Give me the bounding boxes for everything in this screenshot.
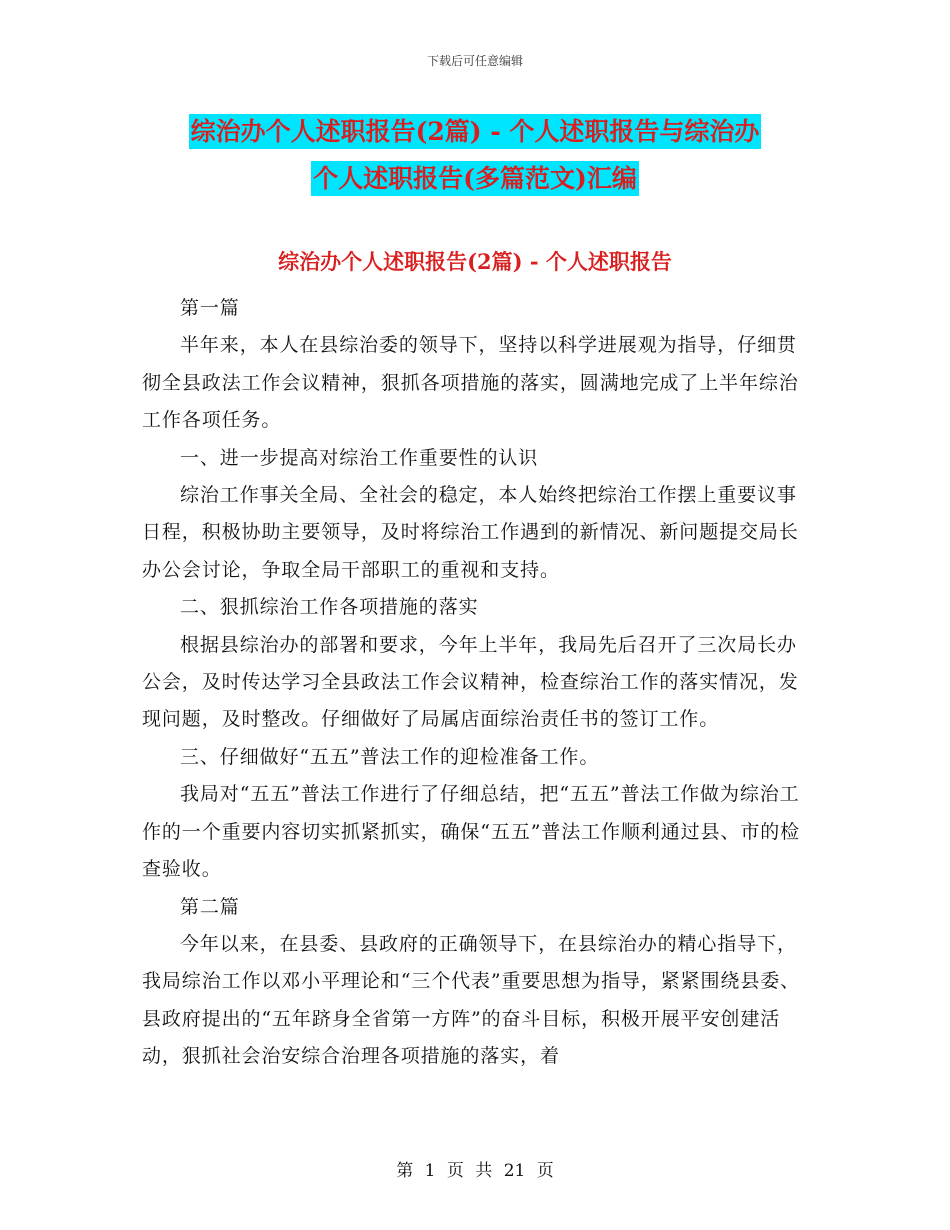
section-title: 综治办个人述职报告(2篇) - 个人述职报告: [278, 249, 672, 274]
paragraph: 我局对“五五”普法工作进行了仔细总结，把“五五”普法工作做为综治工作的一个重要内容切实抓紧抓实，确保“五五”普法工作顺利通过县、市的检查验收。: [142, 783, 801, 881]
title-line-1: 综治办个人述职报告(2篇) - 个人述职报告与综治办: [189, 114, 762, 149]
page-footer: 第 1 页 共 21 页: [396, 1161, 554, 1181]
paragraph: 综治工作事关全局、全社会的稳定，本人始终把综治工作摆上重要议事日程，积极协助主要领导，及时将综治工作遇到的新情况、新问题提交局长办公会讨论，争取全局干部职工的重视和支持。: [142, 484, 799, 581]
document-title: [100, 108, 850, 202]
paragraph-heading-part-1: 第一篇: [180, 297, 240, 319]
paragraph-heading-part-2: 第二篇: [180, 895, 240, 918]
body-text: [142, 290, 802, 1076]
paragraph: 根据县综治办的部署和要求，今年上半年，我局先后召开了三次局长办公会，及时传达学习全县政法工作会议精神，检查综治工作的落实情况，发现问题，及时整改。仔细做好了局属店面综治责任书的签订工作。: [142, 633, 799, 731]
paragraph: 半年来，本人在县综治委的领导下，坚持以科学进展观为指导，仔细贯彻全县政法工作会议精神，狠抓各项措施的落实，圆满地完成了上半年综治工作各项任务。: [142, 334, 799, 432]
paragraph-subheading-3: 三、仔细做好“五五”普法工作的迎检准备工作。: [180, 745, 600, 768]
paragraph-subheading-1: 一、进一步提高对综治工作重要性的认识: [180, 446, 539, 469]
title-line-2: 个人述职报告(多篇范文)汇编: [311, 161, 639, 196]
header-note: 下载后可任意编辑: [426, 54, 523, 68]
paragraph-subheading-2: 二、狠抓综治工作各项措施的落实: [180, 596, 479, 619]
paragraph: 今年以来，在县委、县政府的正确领导下，在县综治办的精心指导下，我局综治工作以邓小平理论和“三个代表”重要思想为指导，紧紧围绕县委、县政府提出的“五年跻身全省第一方阵”的奋斗目标，积极开展平安创建活动，狠抓社会治安综合治理各项措施的落实，着: [142, 932, 801, 1068]
